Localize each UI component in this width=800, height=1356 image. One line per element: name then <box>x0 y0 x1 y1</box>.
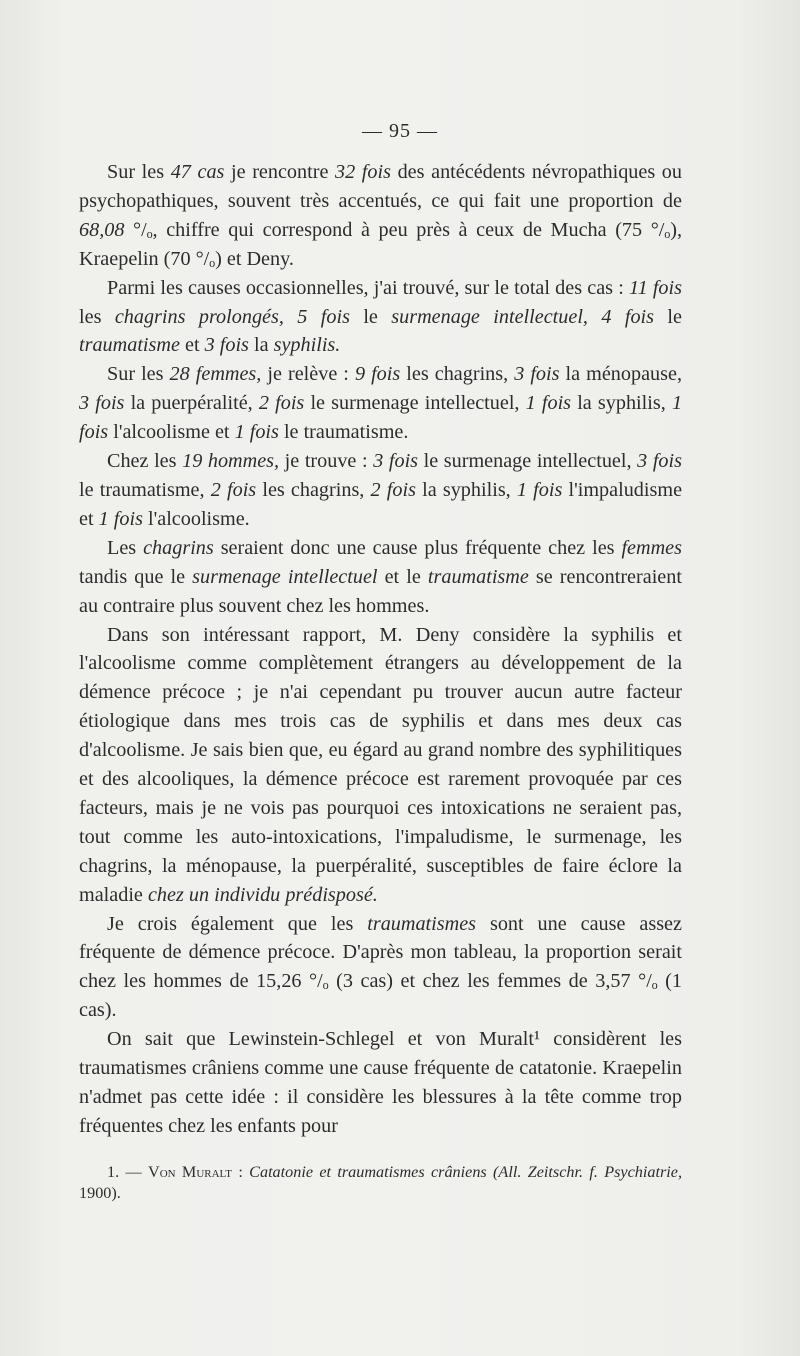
text-run: des antécédents névropathiques ou psychopathiques, souvent très accentués, ce qui fait une proportion de <box>79 161 682 212</box>
text-run: le <box>349 305 392 328</box>
text-run: 1900). <box>79 1184 121 1202</box>
text-run: le <box>654 305 682 328</box>
italic-run: 2 fois <box>258 392 305 415</box>
italic-run: chez un individu prédisposé. <box>147 883 378 906</box>
text-run: le surmenage intellectuel, <box>304 392 526 415</box>
italic-run: 1 fois <box>79 392 683 444</box>
italic-run: 1 fois <box>98 507 143 530</box>
text-run: se rencontreraient au contraire plus souvent chez les hommes. <box>79 565 682 617</box>
text-run: je relève : <box>261 363 355 386</box>
text-run: les chagrins, <box>400 363 515 386</box>
text-run: Je crois également que les <box>107 912 368 935</box>
footnote <box>79 1162 682 1204</box>
paragraph <box>79 360 682 447</box>
text-run: et le <box>377 565 428 588</box>
paragraph <box>79 274 682 361</box>
text-run: la <box>248 334 274 357</box>
text-run: °/ₒ, chiffre qui correspond à peu près à ceux de Mucha (75 °/ₒ), Kraepelin (70 °/ₒ) et Deny. <box>79 218 682 270</box>
italic-run: 2 fois <box>370 478 416 501</box>
text-run: le traumatisme, <box>79 478 211 501</box>
text-run: l'alcoolisme. <box>142 507 250 530</box>
text-run: tandis que le <box>79 565 193 588</box>
small-caps-run: Von Muralt <box>148 1163 232 1181</box>
italic-run: chagrins <box>143 536 214 559</box>
italic-run: 9 fois <box>354 363 401 386</box>
text-run: Parmi les causes occasionnelles, j'ai trouvé, sur le total des cas : <box>107 276 629 299</box>
text-run: Les <box>107 536 144 559</box>
page-number: — 95 — <box>362 120 438 142</box>
italic-run: femmes <box>621 536 682 559</box>
italic-run: 1 fois <box>525 392 572 415</box>
text-run: Sur les <box>107 363 170 386</box>
text-run: et <box>179 334 205 357</box>
text-run: le traumatisme. <box>278 421 409 444</box>
italic-run: traumatismes <box>367 912 477 935</box>
italic-run: surmenage intellectuel <box>192 565 378 588</box>
text-run: 1. — <box>107 1163 149 1181</box>
text-run: l'alcoolisme et <box>108 421 235 444</box>
text-run: Chez les <box>107 450 183 473</box>
italic-run: 3 fois <box>373 450 419 473</box>
text-run: je rencontre <box>224 161 336 183</box>
text-run: Dans son intéressant rapport, M. Deny considère la syphilis et l'alcoolisme comme complètement étrangers au développement de la démence précoce ; je n'ai cependant pu trouver aucun autre facteur étiologique dans mes trois cas de syphilis et dans mes deux cas d'alcoolisme. Je sais bien que, eu égard au grand nombre des syphilitiques et des alcooliques, la démence précoce est rarement provoquée par ces facteurs, mais je ne vois pas pourquoi ces intoxications ne seraient pas, tout comme les auto-intoxications, l'impaludisme, le surmenage, les chagrins, la ménopause, la puerpéralité, susceptibles de faire éclore la maladie <box>79 623 682 906</box>
paragraph <box>79 158 682 274</box>
italic-run: 3 fois <box>637 450 682 473</box>
italic-run: 3 fois <box>204 334 249 357</box>
italic-run: chagrins prolongés, 5 fois <box>114 305 350 328</box>
italic-run: 2 fois <box>210 478 257 501</box>
italic-run: Catatonie et traumatismes crâniens (All. Zeitschr. f. Psychiatrie, <box>249 1163 683 1181</box>
italic-run: syphilis. <box>273 334 341 357</box>
italic-run: 3 fois <box>79 392 125 415</box>
body-text <box>79 158 682 1141</box>
text-run: On sait que Lewinstein-Schlegel et von Muralt¹ considèrent les traumatismes crâniens comme une cause fréquente de catatonie. Kraepelin n'admet pas cette idée : il considère les blessures à la tête comme trop fréquentes chez les enfants pour <box>79 1028 682 1137</box>
italic-run: 3 fois <box>514 363 560 386</box>
text-run: la syphilis, <box>571 392 672 415</box>
text-run: la puerpéralité, <box>124 392 259 415</box>
italic-run: 32 fois <box>335 161 391 183</box>
text-run: les <box>79 305 115 328</box>
italic-run: 68,08 <box>79 218 125 241</box>
text-run: la ménopause, <box>559 363 682 386</box>
paragraph <box>79 621 682 910</box>
text-run: l'impaludisme et <box>79 478 683 530</box>
italic-run: surmenage intellectuel, 4 fois <box>391 305 655 328</box>
italic-run: 11 fois <box>628 276 682 299</box>
italic-run: 47 cas <box>170 161 225 183</box>
italic-run: 1 fois <box>234 421 279 444</box>
text-run: sont une cause assez fréquente de démence précoce. D'après mon tableau, la proportion serait chez les hommes de 15,26 °/ₒ (3 cas) et chez les femmes de 3,57 °/ₒ (1 cas). <box>79 912 682 1022</box>
italic-run: 28 femmes, <box>169 363 262 386</box>
text-run: Sur les <box>107 161 171 183</box>
italic-run: 19 hommes, <box>182 450 280 473</box>
paragraph <box>79 910 682 1026</box>
paragraph <box>79 534 682 621</box>
text-run: le surmenage intellectuel, <box>418 450 638 473</box>
italic-run: 1 fois <box>516 478 563 501</box>
text-run: : <box>231 1163 250 1181</box>
italic-run: traumatisme <box>427 565 529 588</box>
text-run: les chagrins, <box>256 478 371 501</box>
italic-run: traumatisme <box>79 334 180 357</box>
paragraph <box>79 447 682 534</box>
text-run: seraient donc une cause plus fréquente chez les <box>213 536 622 559</box>
text-run: je trouve : <box>279 450 374 473</box>
paragraph <box>79 1025 682 1141</box>
text-run: la syphilis, <box>415 478 517 501</box>
